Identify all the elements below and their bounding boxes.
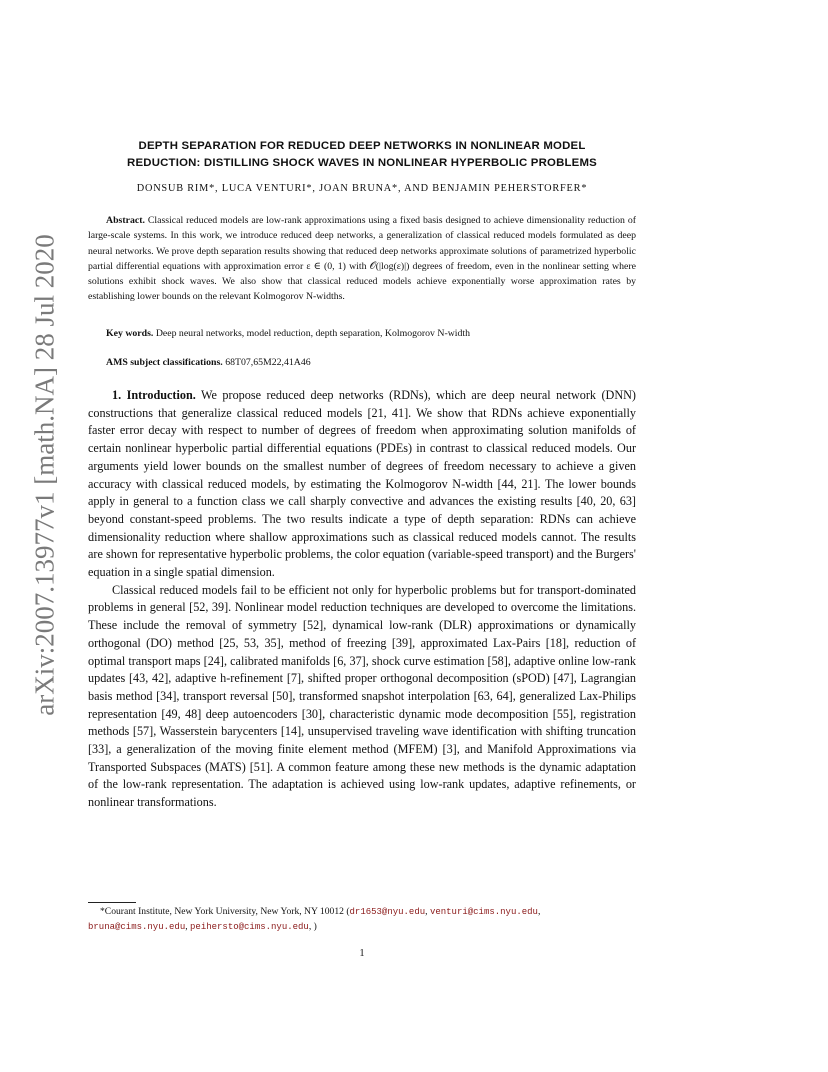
footnote-text: *Courant Institute, New York University, New York, NY 10012 ( (100, 906, 350, 917)
email-link-1[interactable]: dr1653@nyu.edu (349, 907, 426, 917)
abstract-text: Classical reduced models are low-rank approximations using a fixed basis designed to achieve dimensionality reduction of large-scale systems. In this work, we introduce reduced deep networks, a generalization of classical reduced models formulated as deep neural networks. We prove depth separation results showing that reduced deep networks approximate solutions of parametrized hyperbolic partial differential equations with approximation error ε ∈ (0, 1) with 𝒪(|log(ε)|) degrees of freedom, even in the nonlinear setting where solutions exhibit shock waves. We also show that classical reduced models achieve exponentially worse approximation rates by establishing lower bounds on the relevant Kolmogorov N-widths. (88, 215, 637, 303)
abstract-label: Abstract. (106, 215, 145, 226)
ams-text: 68T07,65M22,41A46 (225, 357, 311, 368)
affiliation-footnote: *Courant Institute, New York University, New York, NY 10012 (dr1653@nyu.edu, venturi@cims.nyu.edu, bruna@cims.nyu.edu, peihersto@cims.nyu.edu, ) (88, 906, 541, 932)
email-link-2[interactable]: venturi@cims.nyu.edu (429, 907, 538, 917)
paper-title (88, 138, 636, 172)
ams-classifications (106, 357, 311, 368)
keywords (106, 328, 470, 339)
title-line-1: DEPTH SEPARATION FOR REDUCED DEEP NETWORKS IN NONLINEAR MODEL (138, 140, 586, 152)
intro-paragraph-2: Classical reduced models fail to be efficient not only for hyperbolic problems but for transport-dominated problems in general [52, 39]. Nonlinear model reduction techniques are developed to overcome the limitations. These include the removal of symmetry [52], dynamical low-rank (DLR) approximations or dynamically orthogonal (DO) method [25, 53, 35], method of freezing [39], approximated Lax-Pairs [18], reduction of optimal transport maps [24], calibrated manifolds [6, 37], shock curve estimation [58], adaptive online low-rank updates [43, 42], adaptive h-refinement [7], shifted proper orthogonal decomposition (sPOD) [47], Lagrangian basis method [34], transport reversal [50], transformed snapshot interpolation [63, 64], generalized Lax-Philips representation [49, 48] deep autoencoders [30], characteristic dynamic mode decomposition [55], registration methods [57], Wasserstein barycenters [14], unsupervised traveling wave identification with shifting truncation [33], a generalization of the moving finite element method (MFEM) [3], and Manifold Approximations via Transported Subspaces (MATS) [51]. A common feature among these new methods is the dynamic adaptation of the low-rank representation. The adaptation is achieved using low-rank updates, adaptive refinements, or nonlinear transformations. (88, 582, 636, 810)
footnote-close: , ) (308, 920, 317, 932)
author-list: DONSUB RIM*, LUCA VENTURI*, JOAN BRUNA*, AND BENJAMIN PEHERSTORFER* (136, 183, 588, 194)
keywords-label: Key words. (106, 328, 154, 339)
email-link-4[interactable]: peihersto@cims.nyu.edu (190, 921, 309, 932)
page-number: 1 (359, 948, 365, 959)
arxiv-sidebar (20, 234, 70, 716)
abstract (88, 213, 636, 305)
title-line-2: REDUCTION: DISTILLING SHOCK WAVES IN NONLINEAR HYPERBOLIC PROBLEMS (127, 157, 597, 169)
footnote-rule (88, 902, 136, 903)
keywords-text: Deep neural networks, model reduction, depth separation, Kolmogorov N-width (155, 328, 471, 339)
ams-label: AMS subject classifications. (106, 357, 223, 368)
introduction-section (88, 387, 636, 812)
email-link-3[interactable]: bruna@cims.nyu.edu (88, 921, 186, 932)
intro-paragraph-1 (88, 387, 636, 582)
intro-paragraph-1-text: We propose reduced deep networks (RDNs), which are deep neural network (DNN) constructions that generalize classical reduced models [21, 41]. We show that RDNs achieve exponentially faster error decay with respect to number of degrees of freedom when approximating solution manifolds of certain nonlinear hyperbolic partial differential equations (PDEs) in contrast to classical reduced models. Our arguments yield lower bounds on the smallest number of degrees of freedom necessary to achieve a given accuracy with classical reduced models, by estimating the Kolmogorov N-width [44, 21]. The lower bounds apply in general to a function class we call sharply convective and advances the existing results [40, 20, 63] beyond constant-speed problems. The two results indicate a type of depth separation: RDNs can achieve dimensionality reduction where shallow approximations such as classical reduced models cannot. The results are shown for representative hyperbolic problems, the color equation (variable-speed transport) and the Burgers' equation in a single spatial dimension. (88, 388, 636, 580)
arxiv-identifier: arXiv:2007.13977v1 [math.NA] 28 Jul 2020 (29, 234, 60, 716)
intro-heading: 1. Introduction. (112, 388, 196, 402)
